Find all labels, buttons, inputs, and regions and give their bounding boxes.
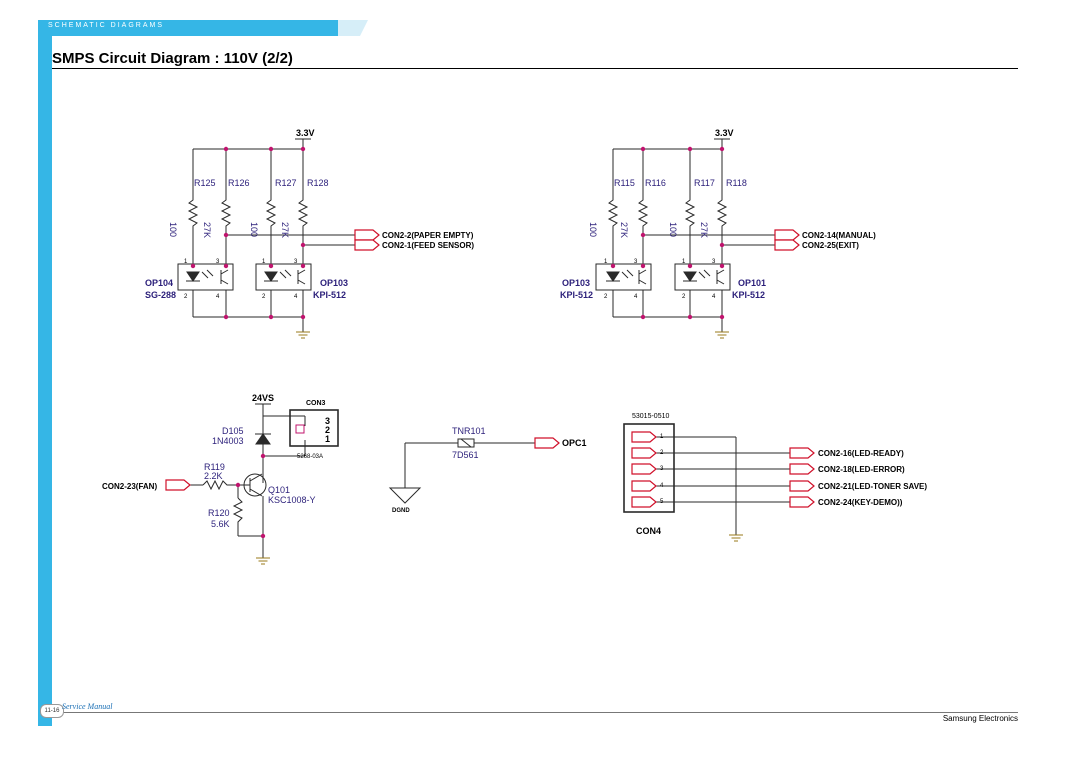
left-out1-connector: [355, 230, 379, 240]
left-ground-symbol: [296, 324, 310, 338]
con4-name: CON4: [636, 526, 662, 536]
left-pin3b: 3: [294, 259, 298, 265]
fan-connector-label: CON3: [306, 400, 326, 407]
opc-connector: [535, 438, 559, 448]
section-header-text: SCHEMATIC DIAGRAMS: [48, 22, 164, 29]
con4-out2-connector: [790, 464, 814, 474]
left-pin2: 2: [184, 294, 188, 300]
left-pin3: 3: [216, 259, 220, 265]
left-v3-label: 100: [249, 222, 259, 238]
footer-rule: [62, 712, 1018, 713]
fan-r2-value: 5.6K: [211, 519, 230, 529]
footer-company: Samsung Electronics: [942, 714, 1018, 723]
fan-junction-1: [261, 454, 265, 458]
left-r1-label: R125: [194, 178, 216, 188]
con4-ground-symbol: [729, 527, 743, 541]
con4-pin2: 2: [660, 450, 664, 456]
con4-part: 53015-0510: [632, 413, 670, 420]
con4-pin5: 5: [660, 499, 664, 505]
right-r3-label: R117: [694, 178, 715, 188]
fan-r1-label: R119: [204, 462, 225, 472]
footer-manual-label: Service Manual: [62, 702, 113, 711]
right-out2-label: CON2-25(EXIT): [802, 241, 859, 250]
right-out1-label: CON2-14(MANUAL): [802, 231, 876, 240]
left-out1-label: CON2-2(PAPER EMPTY): [382, 231, 474, 240]
left-pin4b: 4: [294, 294, 298, 300]
right-r1-label: R115: [614, 178, 635, 188]
con4-pin4: 4: [660, 483, 664, 489]
tnr-circuit: [390, 439, 535, 503]
fan-connector-part: 5268-03A: [297, 454, 324, 460]
opc-label: OPC1: [562, 438, 587, 448]
left-v4-label: 27K: [280, 222, 290, 239]
right-v1-label: 100: [588, 222, 598, 238]
fan-ground-symbol: [256, 550, 270, 564]
fan-junction-2: [236, 483, 240, 487]
con4-pin4-shape: [632, 481, 656, 491]
fan-input-connector: [166, 480, 190, 490]
left-out2-label: CON2-1(FEED SENSOR): [382, 241, 475, 250]
con3-pin2: 2: [325, 425, 331, 435]
tnr-value: 7D561: [452, 450, 479, 460]
fan-r2-label: R120: [208, 508, 230, 518]
tnr-name: TNR101: [452, 426, 486, 436]
con4-pin1: 1: [660, 434, 664, 440]
con4-signal-4: CON2-24(KEY-DEMO)): [818, 498, 903, 507]
left-r2-label: R126: [228, 178, 250, 188]
fan-r1-value: 2.2K: [204, 471, 223, 481]
left-v1-label: 100: [168, 222, 178, 238]
left-out2-connector: [355, 240, 379, 250]
right-out1-connector: [775, 230, 799, 240]
left-r4-label: R128: [307, 178, 329, 188]
right-sensor1-name: OP103: [562, 278, 591, 288]
fan-supply-label: 24VS: [252, 393, 275, 403]
left-pin1: 1: [184, 259, 188, 265]
con4-out4-connector: [790, 497, 814, 507]
con4-signal-1: CON2-16(LED-READY): [818, 449, 904, 458]
fan-diode-part: 1N4003: [212, 436, 244, 446]
right-out2-connector: [775, 240, 799, 250]
right-v2-label: 27K: [619, 222, 629, 239]
fan-input-label: CON2-23(FAN): [102, 482, 158, 491]
right-pin3b: 3: [712, 259, 716, 265]
con4-signal-3: CON2-21(LED-TONER SAVE): [818, 482, 928, 491]
con4-out1-connector: [790, 448, 814, 458]
right-pin4b: 4: [712, 294, 716, 300]
left-r3-label: R127: [275, 178, 297, 188]
con4-pin1-shape: [632, 432, 656, 442]
fan-diode-label: D105: [222, 426, 244, 436]
footer-page-number: 11-16: [40, 704, 64, 718]
right-r4-label: R118: [726, 178, 747, 188]
con4-pin3: 3: [660, 466, 664, 472]
con3-pin1: 1: [325, 434, 331, 444]
right-v3-label: 100: [668, 222, 678, 238]
right-r2-label: R116: [645, 178, 666, 188]
left-supply-label: 3.3V: [296, 128, 315, 138]
right-pin2b: 2: [682, 294, 686, 300]
con4-pin5-shape: [632, 497, 656, 507]
right-sensor2-name: OP101: [738, 278, 767, 288]
right-v4-label: 27K: [699, 222, 709, 239]
right-supply-label: 3.3V: [715, 128, 734, 138]
fan-transistor-label: Q101: [268, 485, 291, 495]
con3-pin3: 3: [325, 416, 331, 426]
con4-out3-connector: [790, 481, 814, 491]
right-sensor2-part: KPI-512: [732, 290, 766, 300]
right-pin3: 3: [634, 259, 638, 265]
page-title: SMPS Circuit Diagram : 110V (2/2): [52, 50, 293, 67]
fan-junction-3: [261, 534, 265, 538]
left-pin4: 4: [216, 294, 220, 300]
left-pin1b: 1: [262, 259, 266, 265]
left-sensor1-part: SG-288: [145, 290, 177, 300]
dgnd-label: DGND: [392, 508, 410, 514]
con4-signal-2: CON2-18(LED-ERROR): [818, 465, 905, 474]
right-pin1: 1: [604, 259, 608, 265]
left-sensor2-name: OP103: [320, 278, 349, 288]
left-v2-label: 27K: [202, 222, 212, 239]
fan-transistor-part: KSC1008-Y: [268, 495, 316, 505]
right-pin1b: 1: [682, 259, 686, 265]
right-pin4: 4: [634, 294, 638, 300]
left-pin2b: 2: [262, 294, 266, 300]
right-pin2: 2: [604, 294, 608, 300]
right-ground-symbol: [715, 324, 729, 338]
right-sensor1-part: KPI-512: [560, 290, 594, 300]
left-sensor2-part: KPI-512: [313, 290, 347, 300]
con4-pin2-shape: [632, 448, 656, 458]
con4-pin3-shape: [632, 464, 656, 474]
left-sensor1-name: OP104: [145, 278, 174, 288]
